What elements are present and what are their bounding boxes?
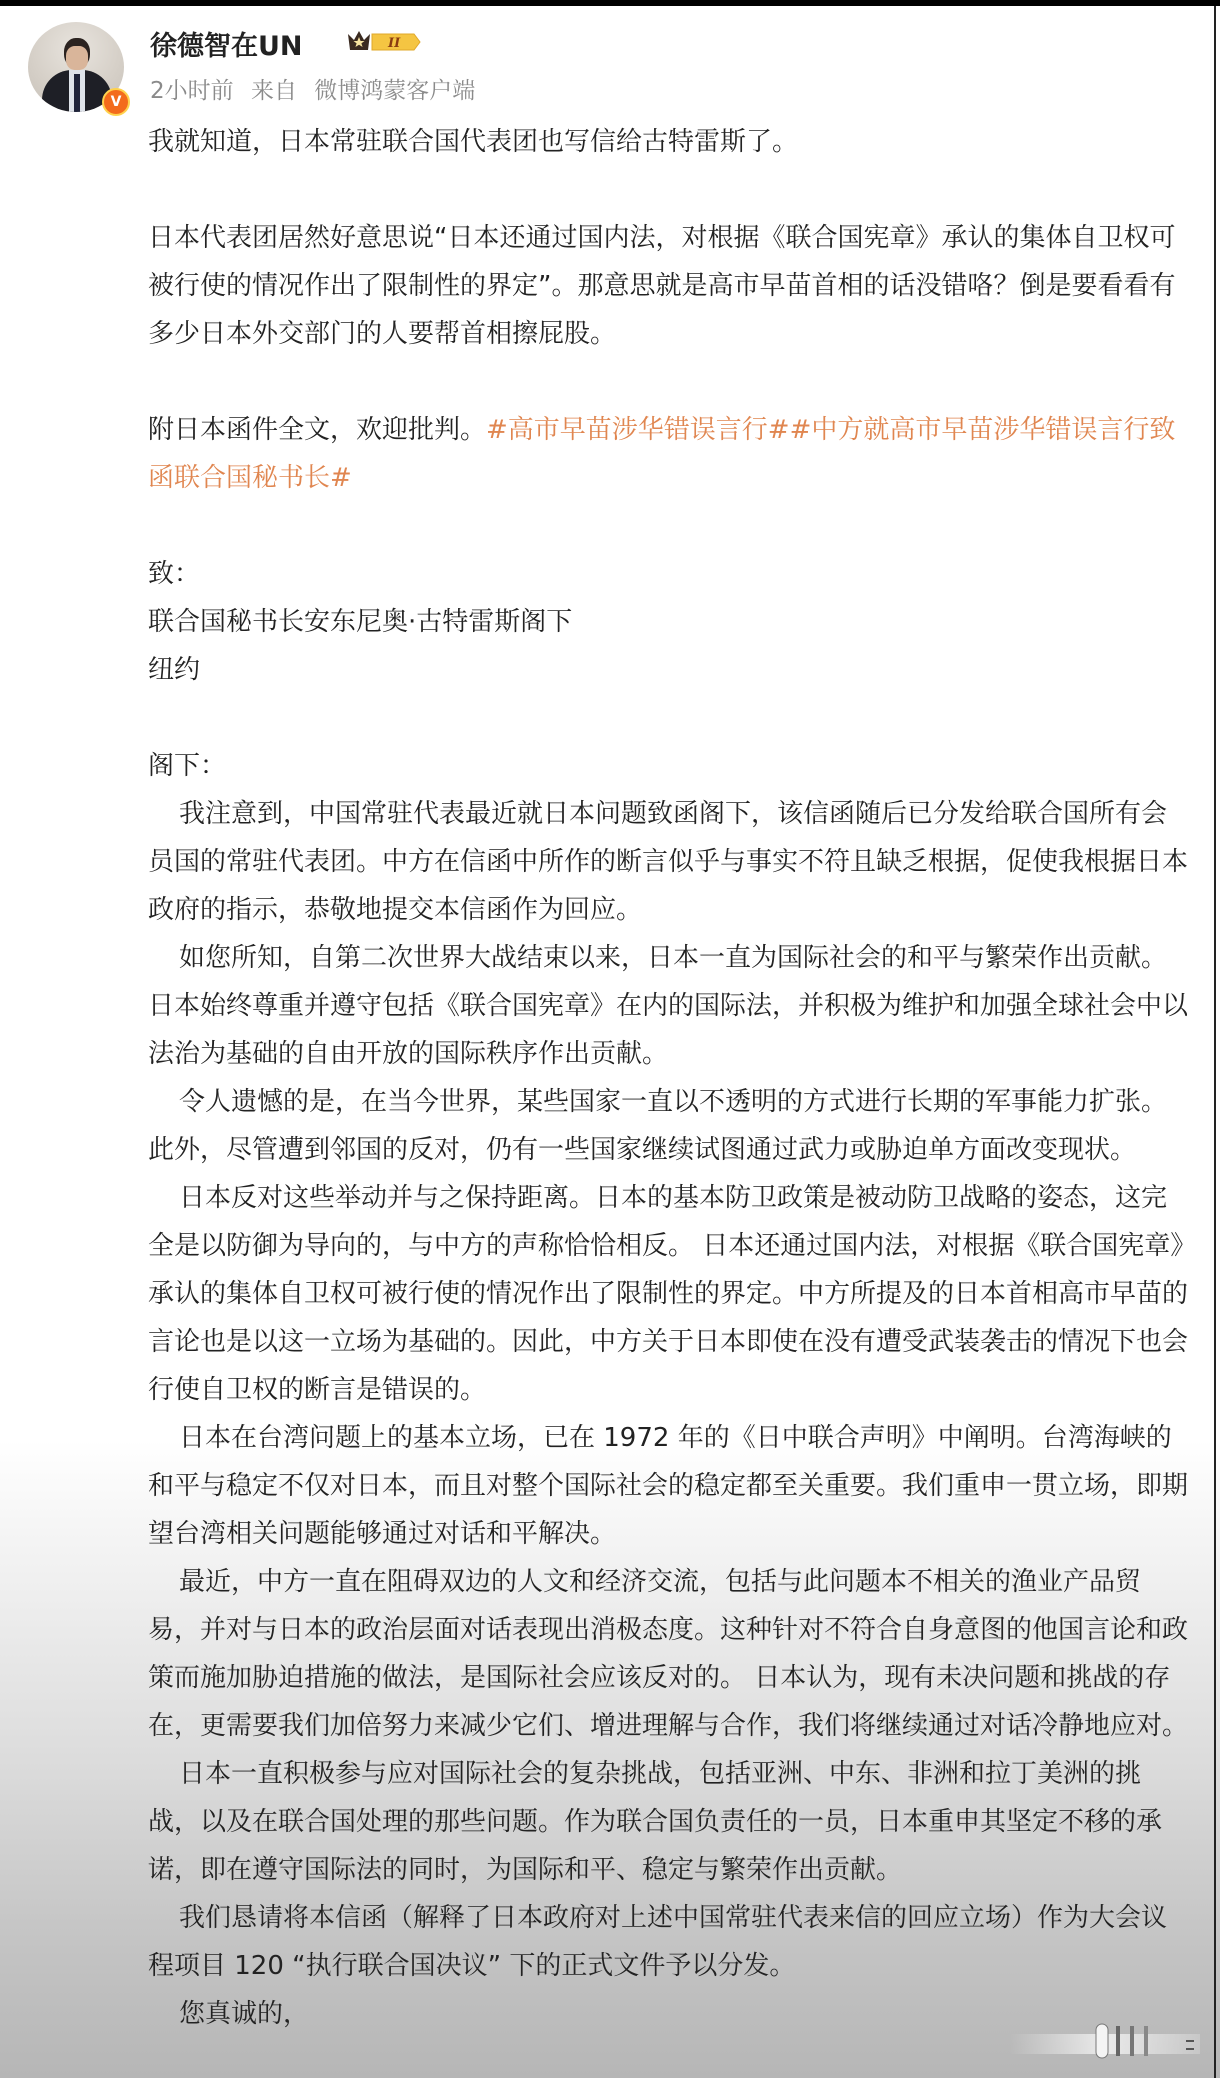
- spacer: [148, 358, 1188, 406]
- attachment-line: [148, 406, 1188, 502]
- letter-to-label: 致：: [148, 559, 201, 589]
- intro-paragraph-1: 我就知道，日本常驻联合国代表团也写信给古特雷斯了。: [148, 127, 799, 157]
- letter-paragraph: 日本反对这些举动并与之保持距离。日本的基本防卫政策是被动防卫战略的姿态，这完全是以防御为导向的，与中方的声称恰恰相反。 日本还通过国内法，对根据《联合国宪章》承认的集体自卫权可被行使的情况作出了限制性的界定。中方所提及的日本首相高市早苗的言论也是以这一立场为基础的。因此，中方关于日本即使在没有遭受武装袭击的情况下也会行使自卫权的断言是错误的。: [148, 1183, 1189, 1405]
- right-edge-line: [1214, 6, 1216, 2078]
- avatar-face: [66, 46, 88, 70]
- letter-paragraph: 令人遗憾的是，在当今世界，某些国家一直以不透明的方式进行长期的军事能力扩张。此外，尽管遭到邻国的反对，仍有一些国家继续试图通过武力或胁迫单方面改变现状。: [148, 1087, 1168, 1165]
- post-content: [148, 118, 1188, 2038]
- attachment-text: 附日本函件全文，欢迎批判。: [148, 415, 487, 445]
- crown-level-badge-icon[interactable]: [346, 26, 424, 54]
- verified-badge-icon: V: [102, 88, 130, 116]
- post-source[interactable]: 微博鸿蒙客户端: [314, 78, 476, 104]
- letter-paragraph: 最近，中方一直在阻碍双边的人文和经济交流，包括与此问题本不相关的渔业产品贸易，并对与日本的政治层面对话表现出消极态度。这种针对不符合自身意图的他国言论和政策而施加胁迫措施的做法，是国际社会应该反对的。 日本认为，现有未决问题和挑战的存在，更需要我们加倍努力来减少它们、增进理解与合作，我们将继续通过对话冷静地应对。: [148, 1567, 1189, 1741]
- post-header: [28, 22, 1208, 112]
- letter-paragraph: 如您所知，自第二次世界大战结束以来，日本一直为国际社会的和平与繁荣作出贡献。 日本始终尊重并遵守包括《联合国宪章》在内的国际法，并积极为维护和加强全球社会中以法治为基础的自由开放的国际秩序作出贡献。: [148, 943, 1189, 1069]
- avatar-tie: [74, 74, 80, 112]
- hashtag-link-2[interactable]: #中方就高市早苗涉华错误言行致函联合国秘书长#: [148, 415, 1176, 493]
- svg-text:II: II: [388, 36, 401, 51]
- author-name[interactable]: 徐德智在UN: [150, 31, 303, 62]
- post-time: 2小时前: [150, 78, 234, 104]
- letter-closing: 您真诚的，: [179, 1999, 310, 2029]
- spacer: [148, 502, 1188, 550]
- letter-paragraph: 日本在台湾问题上的基本立场，已在 1972 年的《日中联合声明》中阐明。台湾海峡的和平与稳定不仅对日本，而且对整个国际社会的稳定都至关重要。我们重申一贯立场，即期望台湾相关问题能够通过对话和平解决。: [148, 1423, 1189, 1549]
- spacer: [148, 694, 1188, 742]
- letter-paragraph: 我们恳请将本信函（解释了日本政府对上述中国常驻代表来信的回应立场）作为大会议程项目 120 “执行联合国决议” 下的正式文件予以分发。: [148, 1903, 1168, 1981]
- letter-recipient: 联合国秘书长安东尼奥·古特雷斯阁下: [148, 607, 573, 637]
- top-status-bar: [0, 0, 1220, 6]
- source-prefix: 来自: [250, 78, 297, 104]
- intro-paragraph-2: 日本代表团居然好意思说“日本还通过国内法，对根据《联合国宪章》承认的集体自卫权可被行使的情况作出了限制性的界定”。那意思就是高市早苗首相的话没错咯？倒是要看看有多少日本外交部门的人要帮首相擦屁股。: [148, 223, 1176, 349]
- letter-salutation: 阁下：: [148, 751, 227, 781]
- letter-city: 纽约: [148, 655, 201, 685]
- hashtag-link-1[interactable]: #高市早苗涉华错误言行#: [486, 415, 790, 445]
- letter-paragraph: 日本一直积极参与应对国际社会的复杂挑战，包括亚洲、中东、非洲和拉丁美洲的挑战，以及在联合国处理的那些问题。作为联合国负责任的一员，日本重申其坚定不移的承诺，即在遵守国际法的同时，为国际和平、稳定与繁荣作出贡献。: [148, 1759, 1163, 1885]
- weibo-watermark-icon: [1010, 2022, 1200, 2060]
- post-meta: [150, 72, 485, 105]
- letter-paragraph: 我注意到，中国常驻代表最近就日本问题致函阁下，该信函随后已分发给联合国所有会员国的常驻代表团。中方在信函中所作的断言似乎与事实不符且缺乏根据，促使我根据日本政府的指示，恭敬地提交本信函作为回应。: [148, 799, 1189, 925]
- spacer: [148, 166, 1188, 214]
